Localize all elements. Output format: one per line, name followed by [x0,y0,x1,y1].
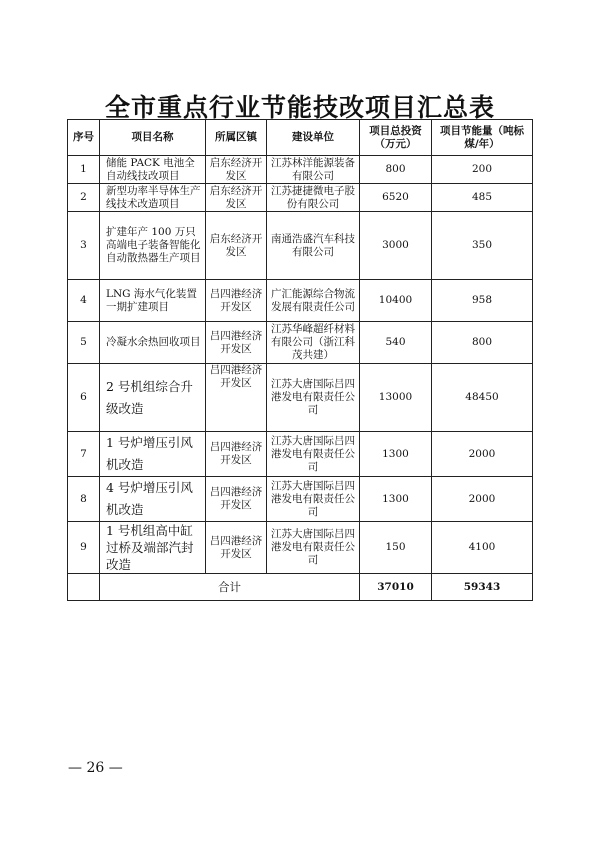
cell-no: 3 [68,212,100,280]
header-project-name: 项目名称 [100,120,206,156]
cell-district: 吕四港经济开发区 [206,432,267,477]
cell-energy-saving: 48450 [432,364,533,432]
cell-project-name: 1 号机组高中缸过桥及端部汽封改造 [100,522,206,574]
cell-energy-saving: 4100 [432,522,533,574]
cell-district: 吕四港经济开发区 [206,477,267,522]
cell-no: 2 [68,184,100,212]
cell-energy-saving: 958 [432,280,533,322]
table-row [68,156,533,184]
cell-energy-saving: 2000 [432,432,533,477]
cell-company: 江苏大唐国际吕四港发电有限责任公司 [267,477,360,522]
total-row [68,574,533,601]
table-row [68,477,533,522]
cell-company: 南通浩盛汽车科技有限公司 [267,212,360,280]
table-row [68,364,533,432]
cell-district: 启东经济开发区 [206,156,267,184]
cell-project-name: 2 号机组综合升级改造 [100,364,206,432]
cell-project-name: LNG 海水气化装置一期扩建项目 [100,280,206,322]
header-district: 所属区镇 [206,120,267,156]
document-title: 全市重点行业节能技改项目汇总表 [104,93,495,122]
cell-project-name: 1 号炉增压引风机改造 [100,432,206,477]
table-row [68,522,533,574]
table-row [68,212,533,280]
cell-investment: 1300 [360,432,432,477]
table-row [68,432,533,477]
table-row [68,184,533,212]
project-summary-table [67,119,533,601]
cell-company: 江苏捷捷微电子股份有限公司 [267,184,360,212]
cell-no: 4 [68,280,100,322]
total-energy-saving: 59343 [432,574,533,601]
cell-no: 9 [68,522,100,574]
cell-energy-saving: 200 [432,156,533,184]
cell-energy-saving: 350 [432,212,533,280]
cell-energy-saving: 2000 [432,477,533,522]
header-investment: 项目总投资（万元） [360,120,432,156]
cell-energy-saving: 485 [432,184,533,212]
cell-investment: 6520 [360,184,432,212]
cell-investment: 3000 [360,212,432,280]
cell-district: 吕四港经济开发区 [206,364,267,432]
cell-energy-saving: 800 [432,322,533,364]
cell-investment: 1300 [360,477,432,522]
cell-project-name: 4 号炉增压引风机改造 [100,477,206,522]
total-label: 合计 [100,574,360,601]
cell-project-name: 新型功率半导体生产线技术改造项目 [100,184,206,212]
table-header-row [68,120,533,156]
cell-district: 启东经济开发区 [206,184,267,212]
cell-project-name: 扩建年产 100 万只高端电子装备智能化自动散热器生产项目 [100,212,206,280]
total-investment: 37010 [360,574,432,601]
cell-project-name: 储能 PACK 电池全自动线技改项目 [100,156,206,184]
table-row [68,280,533,322]
cell-no: 6 [68,364,100,432]
cell-investment: 10400 [360,280,432,322]
cell-project-name: 冷凝水余热回收项目 [100,322,206,364]
header-company: 建设单位 [267,120,360,156]
cell-district: 吕四港经济开发区 [206,522,267,574]
table-row [68,322,533,364]
cell-investment: 800 [360,156,432,184]
cell-company: 江苏林洋能源装备有限公司 [267,156,360,184]
cell-no: 1 [68,156,100,184]
cell-district: 吕四港经济开发区 [206,322,267,364]
cell-company: 江苏大唐国际吕四港发电有限责任公司 [267,364,360,432]
cell-company: 江苏华峰超纤材料有限公司（浙江科茂共建） [267,322,360,364]
cell-investment: 150 [360,522,432,574]
cell-company: 江苏大唐国际吕四港发电有限责任公司 [267,522,360,574]
page-number: — 26 — [68,760,123,776]
cell-total-blank [68,574,100,601]
cell-company: 广汇能源综合物流发展有限责任公司 [267,280,360,322]
cell-no: 5 [68,322,100,364]
header-energy-saving: 项目节能量（吨标煤/年） [432,120,533,156]
cell-no: 8 [68,477,100,522]
cell-no: 7 [68,432,100,477]
cell-district: 启东经济开发区 [206,212,267,280]
cell-investment: 540 [360,322,432,364]
cell-district: 吕四港经济开发区 [206,280,267,322]
cell-company: 江苏大唐国际吕四港发电有限责任公司 [267,432,360,477]
header-no: 序号 [68,120,100,156]
cell-investment: 13000 [360,364,432,432]
